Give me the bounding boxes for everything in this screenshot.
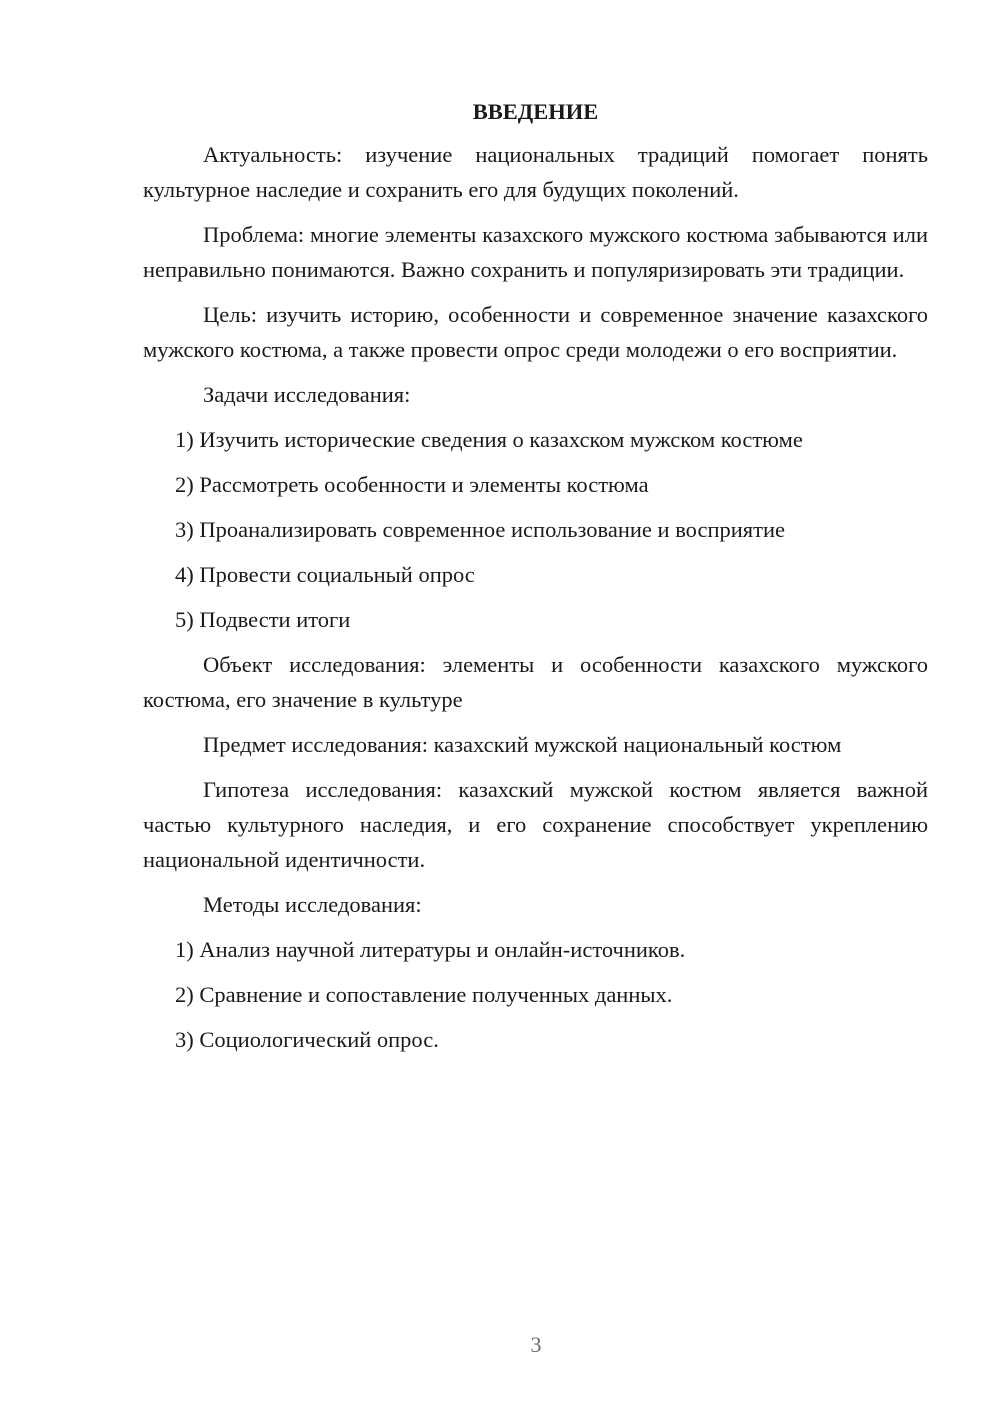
subject-paragraph: Предмет исследования: казахский мужской национальный костюм <box>203 732 842 757</box>
methods-heading: Методы исследования: <box>203 892 422 917</box>
task-item: 2) Рассмотреть особенности и элементы костюма <box>175 472 649 497</box>
method-item: 1) Анализ научной литературы и онлайн-источников. <box>175 937 686 962</box>
tasks-heading: Задачи исследования: <box>203 382 411 407</box>
hypothesis-paragraph: Гипотеза исследования: казахский мужской костюм является важной частью культурного наследия, и его сохранение способствует укреплению национальной идентичности. <box>143 777 928 872</box>
task-item: 5) Подвести итоги <box>175 607 351 632</box>
tasks-list <box>143 422 928 637</box>
methods-list <box>143 932 928 1057</box>
page-number: 3 <box>530 1332 542 1357</box>
problem-paragraph: Проблема: многие элементы казахского мужского костюма забываются или неправильно понимаются. Важно сохранить и популяризировать эти традиции. <box>143 222 928 282</box>
object-paragraph: Объект исследования: элементы и особенности казахского мужского костюма, его значение в культуре <box>143 652 928 712</box>
relevance-paragraph: Актуальность: изучение национальных традиций помогает понять культурное наследие и сохранить его для будущих поколений. <box>143 142 928 202</box>
task-item: 3) Проанализировать современное использование и восприятие <box>175 517 786 542</box>
goal-paragraph: Цель: изучить историю, особенности и современное значение казахского мужского костюма, а также провести опрос среди молодежи о его восприятии. <box>143 302 928 362</box>
task-item: 1) Изучить исторические сведения о казахском мужском костюме <box>175 427 803 452</box>
task-item: 4) Провести социальный опрос <box>175 562 475 587</box>
page-title: ВВЕДЕНИЕ <box>472 99 599 124</box>
page-content <box>143 94 928 1067</box>
method-item: 3) Социологический опрос. <box>175 1027 439 1052</box>
method-item: 2) Сравнение и сопоставление полученных данных. <box>175 982 673 1007</box>
